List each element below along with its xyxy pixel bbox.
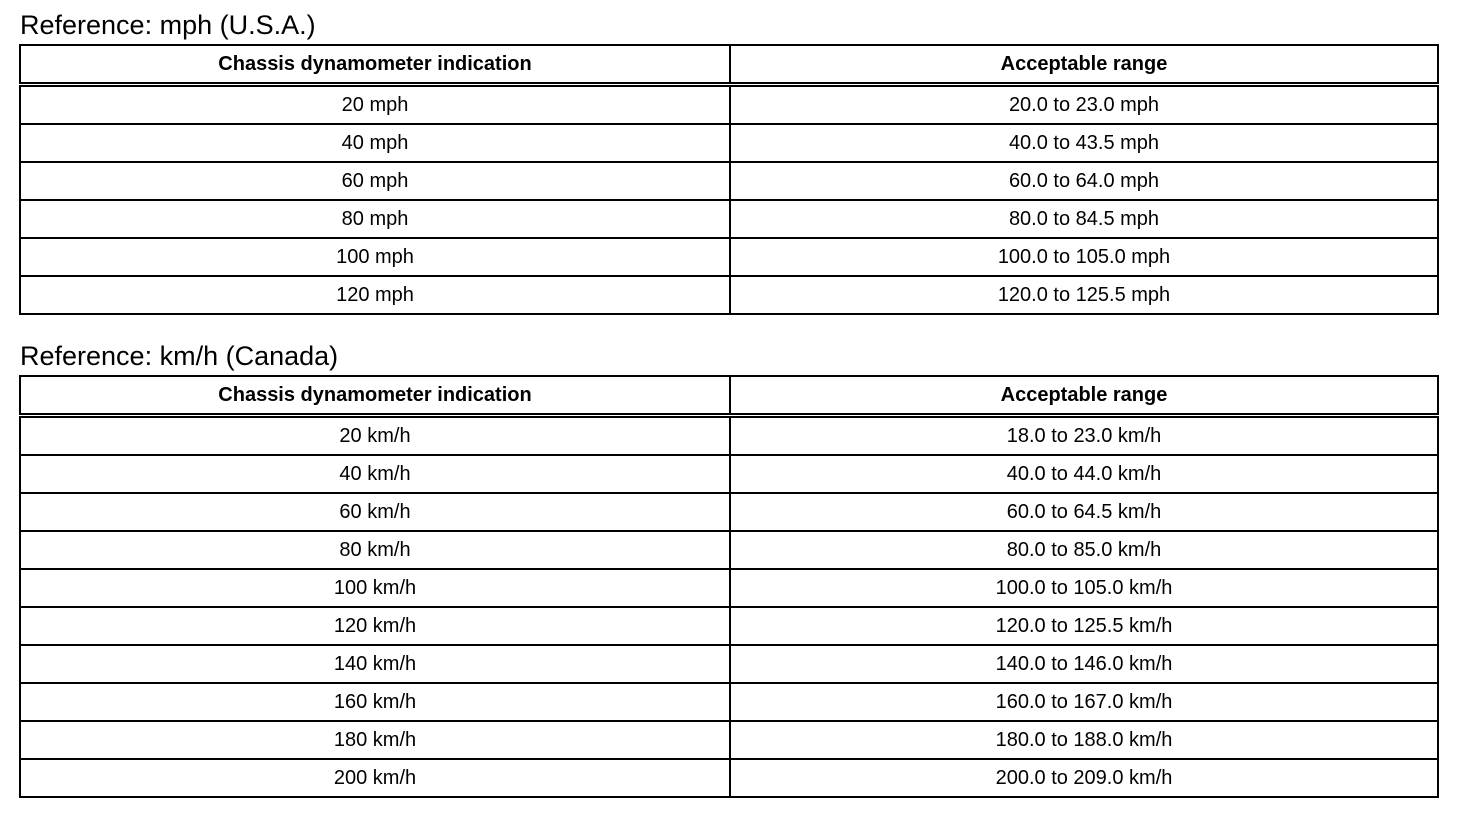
table-row (20, 162, 1438, 200)
column-header-indication: Chassis dynamometer indication (20, 45, 730, 85)
table-header-row (20, 45, 1438, 85)
kmh-reference-table (19, 375, 1439, 798)
table-row (20, 531, 1438, 569)
acceptable-range-cell: 160.0 to 167.0 km/h (730, 683, 1438, 721)
acceptable-range-cell: 120.0 to 125.5 mph (730, 276, 1438, 314)
indication-cell: 20 km/h (20, 416, 730, 456)
acceptable-range-cell: 180.0 to 188.0 km/h (730, 721, 1438, 759)
indication-cell: 100 mph (20, 238, 730, 276)
acceptable-range-cell: 40.0 to 44.0 km/h (730, 455, 1438, 493)
table-header-row (20, 376, 1438, 416)
acceptable-range-cell: 80.0 to 84.5 mph (730, 200, 1438, 238)
table-row (20, 759, 1438, 797)
table-row (20, 493, 1438, 531)
acceptable-range-cell: 60.0 to 64.0 mph (730, 162, 1438, 200)
acceptable-range-cell: 100.0 to 105.0 km/h (730, 569, 1438, 607)
indication-cell: 200 km/h (20, 759, 730, 797)
indication-cell: 160 km/h (20, 683, 730, 721)
indication-cell: 60 km/h (20, 493, 730, 531)
section-title: Reference: mph (U.S.A.) (20, 10, 316, 40)
indication-cell: 40 mph (20, 124, 730, 162)
indication-cell: 80 km/h (20, 531, 730, 569)
indication-cell: 80 mph (20, 200, 730, 238)
column-header-indication: Chassis dynamometer indication (20, 376, 730, 416)
indication-cell: 180 km/h (20, 721, 730, 759)
indication-cell: 140 km/h (20, 645, 730, 683)
indication-cell: 60 mph (20, 162, 730, 200)
table-row (20, 416, 1438, 456)
indication-cell: 120 mph (20, 276, 730, 314)
acceptable-range-cell: 200.0 to 209.0 km/h (730, 759, 1438, 797)
indication-cell: 40 km/h (20, 455, 730, 493)
section-title: Reference: km/h (Canada) (20, 341, 339, 371)
table-row (20, 455, 1438, 493)
table-row (20, 683, 1438, 721)
kmh-reference-section (19, 337, 1437, 798)
acceptable-range-cell: 40.0 to 43.5 mph (730, 124, 1438, 162)
indication-cell: 120 km/h (20, 607, 730, 645)
table-row (20, 569, 1438, 607)
table-row (20, 645, 1438, 683)
column-header-acceptable-range: Acceptable range (730, 45, 1438, 85)
mph-reference-table (19, 44, 1439, 315)
acceptable-range-cell: 100.0 to 105.0 mph (730, 238, 1438, 276)
acceptable-range-cell: 120.0 to 125.5 km/h (730, 607, 1438, 645)
table-row (20, 200, 1438, 238)
column-header-acceptable-range: Acceptable range (730, 376, 1438, 416)
acceptable-range-cell: 60.0 to 64.5 km/h (730, 493, 1438, 531)
acceptable-range-cell: 20.0 to 23.0 mph (730, 85, 1438, 125)
acceptable-range-cell: 18.0 to 23.0 km/h (730, 416, 1438, 456)
mph-reference-section (19, 6, 1437, 315)
table-row (20, 276, 1438, 314)
acceptable-range-cell: 140.0 to 146.0 km/h (730, 645, 1438, 683)
indication-cell: 20 mph (20, 85, 730, 125)
indication-cell: 100 km/h (20, 569, 730, 607)
table-row (20, 238, 1438, 276)
table-row (20, 607, 1438, 645)
table-row (20, 124, 1438, 162)
table-row (20, 721, 1438, 759)
table-row (20, 85, 1438, 125)
acceptable-range-cell: 80.0 to 85.0 km/h (730, 531, 1438, 569)
